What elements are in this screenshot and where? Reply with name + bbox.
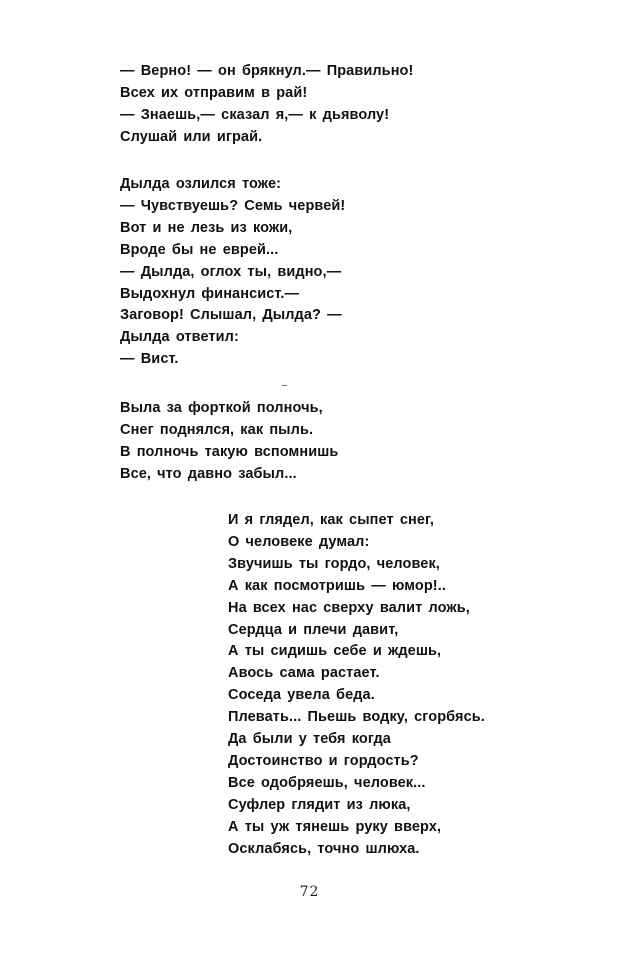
verse-line: Снег поднялся, как пыль. bbox=[120, 421, 314, 438]
stanza-1 bbox=[120, 61, 413, 149]
verse-line: Осклабясь, точно шлюха. bbox=[228, 840, 420, 857]
verse-line: — Вист. bbox=[120, 351, 179, 368]
verse-line: Вот и не лезь из кожи, bbox=[120, 219, 293, 236]
verse-line: Дылда ответил: bbox=[120, 329, 239, 346]
verse-line: Все одобряешь, человек... bbox=[228, 774, 426, 791]
stanza-4 bbox=[228, 510, 485, 861]
verse-line: — Дылда, оглох ты, видно,— bbox=[120, 263, 342, 280]
verse-line: Вроде бы не еврей... bbox=[120, 241, 279, 258]
verse-line: — Чувствуешь? Семь червей! bbox=[120, 197, 346, 214]
stanza-2 bbox=[120, 174, 345, 371]
verse-line: Все, что давно забыл... bbox=[120, 465, 297, 482]
verse-line: Суфлер глядит из люка, bbox=[228, 796, 411, 813]
verse-line: Выла за форткой полночь, bbox=[120, 400, 323, 416]
verse-line: Достоинство и гордость? bbox=[228, 752, 419, 769]
verse-line: Всех их отправим в рай! bbox=[120, 84, 308, 101]
verse-line: Соседа увела беда. bbox=[228, 687, 375, 704]
section-separator-mark bbox=[282, 385, 287, 386]
verse-line: В полночь такую вспомнишь bbox=[120, 443, 339, 460]
verse-line: А ты уж тянешь руку вверх, bbox=[228, 818, 442, 835]
verse-line: И я глядел, как сыпет снег, bbox=[228, 512, 435, 528]
verse-line: А ты сидишь себе и ждешь, bbox=[228, 643, 442, 660]
verse-line: А как посмотришь — юмор!.. bbox=[228, 577, 446, 594]
verse-line: Дылда озлился тоже: bbox=[120, 176, 282, 192]
page-number: 72 bbox=[299, 884, 320, 900]
verse-line: Слушай или играй. bbox=[120, 128, 263, 145]
verse-line: Сердца и плечи давит, bbox=[228, 621, 399, 638]
verse-line: О человеке думал: bbox=[228, 533, 370, 550]
verse-line: Звучишь ты гордо, человек, bbox=[228, 555, 440, 572]
verse-line: Плевать... Пьешь водку, сгорбясь. bbox=[228, 709, 485, 726]
stanza-3 bbox=[120, 398, 338, 486]
verse-line: На всех нас сверху валит ложь, bbox=[228, 599, 470, 616]
verse-line: Авось сама растает. bbox=[228, 665, 380, 682]
verse-line: Заговор! Слышал, Дылда? — bbox=[120, 307, 342, 324]
verse-line: Да были у тебя когда bbox=[228, 731, 391, 748]
verse-line: Выдохнул финансист.— bbox=[120, 285, 300, 302]
verse-line: — Верно! — он брякнул.— Правильно! bbox=[120, 63, 414, 79]
verse-line: — Знаешь,— сказал я,— к дьяволу! bbox=[120, 106, 390, 123]
